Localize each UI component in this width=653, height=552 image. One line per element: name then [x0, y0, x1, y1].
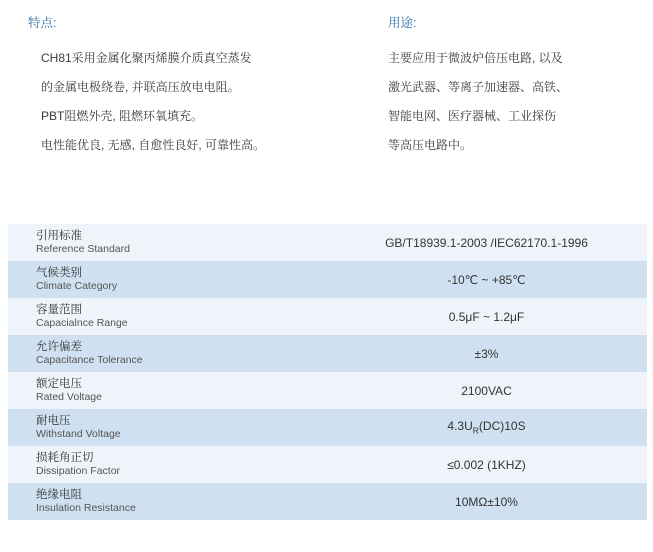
spec-label-reference-standard: [8, 224, 326, 261]
applications-column: [326, 14, 652, 160]
spec-label-en: Capacialnce Range: [36, 317, 128, 329]
applications-line-3: 智能电网、医疗器械、工业探伤: [388, 109, 557, 123]
spec-label-cn: 容量范围: [36, 304, 82, 316]
spec-label-cn: 引用标准: [36, 230, 82, 242]
spec-label-en: Insulation Resistance: [36, 502, 136, 514]
spec-label-en: Rated Voltage: [36, 391, 102, 403]
table-row: [8, 335, 647, 372]
features-line-3: PBT阻燃外壳, 阻燃环氧填充。: [41, 109, 204, 123]
applications-title: 用途:: [388, 16, 417, 30]
withstand-value-subscript: R: [472, 425, 479, 436]
withstand-value-suffix: (DC)10S: [478, 419, 526, 434]
applications-line-1: 主要应用于微波炉倍压电路, 以及: [388, 51, 563, 65]
spec-label-cn: 耐电压: [36, 415, 71, 427]
spec-label-rated-voltage: [8, 372, 326, 409]
specifications-table: [8, 224, 647, 520]
spec-label-en: Withstand Voltage: [36, 428, 121, 440]
spec-label-cn: 绝缘电阻: [36, 489, 82, 501]
table-row: [8, 372, 647, 409]
applications-line-2: 激光武器、等离子加速器、高铁、: [388, 80, 569, 94]
features-title: 特点:: [28, 16, 57, 30]
table-row: [8, 483, 647, 520]
table-row: [8, 224, 647, 261]
spec-label-en: Reference Standard: [36, 243, 130, 255]
spec-value-dissipation-factor: ≤0.002 (1KHZ): [326, 446, 647, 483]
spec-label-cn: 允许偏差: [36, 341, 82, 353]
spec-label-dissipation-factor: [8, 446, 326, 483]
features-line-4: 电性能优良, 无感, 自愈性良好, 可靠性高。: [41, 138, 266, 152]
spec-value-reference-standard: GB/T18939.1-2003 /IEC62170.1-1996: [326, 224, 647, 261]
features-column: [0, 14, 326, 160]
spec-label-en: Capacitance Tolerance: [36, 354, 143, 366]
spec-value-insulation-resistance: 10MΩ±10%: [326, 483, 647, 520]
spec-label-en: Climate Category: [36, 280, 118, 292]
features-line-1: CH81采用金属化聚丙烯膜介质真空蒸发: [41, 51, 252, 65]
spec-label-insulation-resistance: [8, 483, 326, 520]
spec-label-climate-category: [8, 261, 326, 298]
table-row: [8, 261, 647, 298]
spec-label-cn: 损耗角正切: [36, 452, 94, 464]
table-row: [8, 409, 647, 446]
spec-label-withstand-voltage: [8, 409, 326, 446]
table-row: [8, 446, 647, 483]
spec-label-cn: 气候类别: [36, 267, 82, 279]
spec-value-rated-voltage: 2100VAC: [326, 372, 647, 409]
withstand-value-prefix: 4.3U: [447, 419, 473, 434]
spec-value-withstand-voltage: [326, 409, 647, 446]
spec-label-capacitance-range: [8, 298, 326, 335]
spec-value-capacitance-tolerance: ±3%: [326, 335, 647, 372]
features-line-2: 的金属电极绕卷, 并联高压放电电阻。: [41, 80, 240, 94]
spec-label-en: Dissipation Factor: [36, 465, 121, 477]
spec-label-cn: 额定电压: [36, 378, 82, 390]
table-row: [8, 298, 647, 335]
spec-value-capacitance-range: 0.5μF ~ 1.2μF: [326, 298, 647, 335]
spec-label-capacitance-tolerance: [8, 335, 326, 372]
spec-value-climate-category: -10℃ ~ +85℃: [326, 261, 647, 298]
top-text-section: [0, 0, 653, 160]
applications-line-4: 等高压电路中。: [388, 138, 473, 152]
